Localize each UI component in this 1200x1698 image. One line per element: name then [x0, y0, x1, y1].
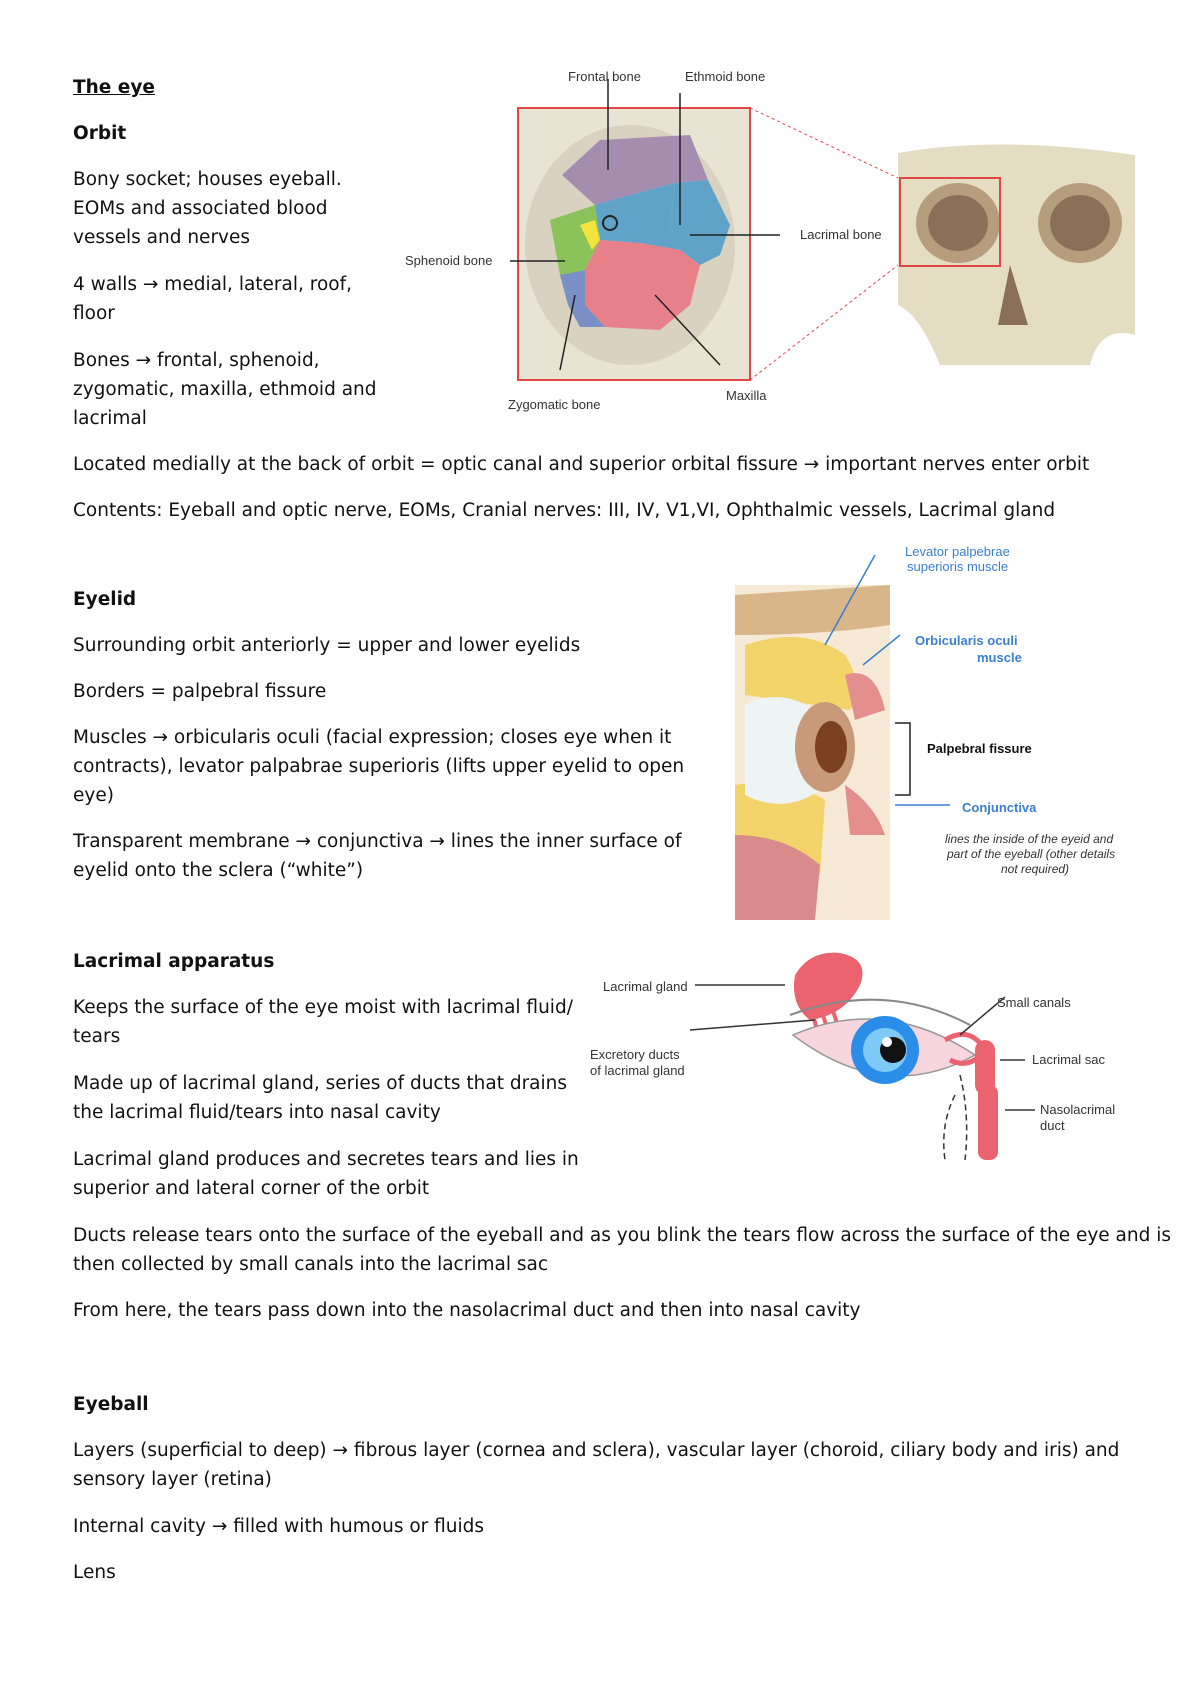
eyelid-muscles-line: contracts), levator palpabrae superioris (lifts upper eyelid to open: [73, 756, 685, 777]
lacrimal-text-line: tears: [73, 1026, 121, 1047]
eyeball-text-line: sensory layer (retina): [73, 1469, 272, 1490]
label-sphenoid-bone: Sphenoid bone: [405, 253, 493, 268]
eyelid-membrane-line: eyelid onto the sclera (“white”): [73, 860, 364, 881]
orbit-text-line: Bony socket; houses eyeball.: [73, 169, 342, 190]
orbit-walls-line: 4 walls → medial, lateral, roof,: [73, 274, 353, 295]
label-levator-line2: superioris muscle: [907, 559, 1009, 574]
eyelid-membrane-line: Transparent membrane → conjunctiva → lines the inner surface of: [73, 831, 682, 852]
eyelid-muscles-line: eye): [73, 785, 114, 806]
lacrimal-figure: [585, 945, 1140, 1165]
lacrimal-text-line: Lacrimal gland produces and secretes tears and lies in: [73, 1149, 579, 1170]
orbit-heading: Orbit: [73, 123, 127, 144]
orbit-text-line: vessels and nerves: [73, 227, 251, 248]
eyelid-text: Borders = palpebral fissure: [73, 681, 327, 702]
label-nasolacrimal-line2: duct: [1040, 1118, 1065, 1133]
eyeball-heading: Eyeball: [73, 1394, 149, 1415]
orbit-bones-figure: [400, 65, 1135, 420]
lacrimal-text-line: superior and lateral corner of the orbit: [73, 1178, 430, 1199]
orbit-bones-line: Bones → frontal, sphenoid,: [73, 350, 320, 371]
label-excretory-ducts-line1: Excretory ducts: [590, 1047, 680, 1062]
lacrimal-heading: Lacrimal apparatus: [73, 951, 275, 972]
label-conjunctiva: Conjunctiva: [962, 800, 1037, 815]
label-orbicularis-line2: muscle: [977, 650, 1022, 665]
eyeball-text-line: Layers (superficial to deep) → fibrous layer (cornea and sclera), vascular layer (choroid, ciliary body and iris) and: [73, 1440, 1120, 1461]
eyelid-figure: [725, 535, 1155, 925]
page-title: The eye: [73, 77, 155, 98]
orbit-bones-line: lacrimal: [73, 408, 147, 429]
label-frontal-bone: Frontal bone: [568, 69, 641, 84]
orbit-bones-line: zygomatic, maxilla, ethmoid and: [73, 379, 377, 400]
orbit-walls-line: floor: [73, 303, 115, 324]
label-ethmoid-bone: Ethmoid bone: [685, 69, 766, 84]
label-lacrimal-bone: Lacrimal bone: [800, 227, 882, 242]
lacrimal-text-line: Ducts release tears onto the surface of the eyeball and as you blink the tears flow across the surface of the eye and is: [73, 1225, 1172, 1246]
label-excretory-ducts-line2: of lacrimal gland: [590, 1063, 685, 1078]
nasolacrimal-duct-shape: [978, 1085, 998, 1160]
conjunctiva-note-line: lines the inside of the eyeid and: [945, 832, 1114, 846]
eyelid-muscles-line: Muscles → orbicularis oculi (facial expression; closes eye when it: [73, 727, 672, 748]
orbit-location-text: Located medially at the back of orbit = optic canal and superior orbital fissure → important nerves enter orbit: [73, 454, 1090, 475]
eyelid-heading: Eyelid: [73, 589, 137, 610]
lacrimal-text-line: From here, the tears pass down into the nasolacrimal duct and then into nasal cavity: [73, 1300, 861, 1321]
orbit-text-line: EOMs and associated blood: [73, 198, 328, 219]
conjunctiva-note-line: not required): [1001, 862, 1070, 876]
label-nasolacrimal-line1: Nasolacrimal: [1040, 1102, 1116, 1117]
orbit-contents-text: Contents: Eyeball and optic nerve, EOMs, Cranial nerves: III, IV, V1,VI, Ophthalmic vessels, Lacrimal gland: [73, 500, 1056, 521]
label-zygomatic-bone: Zygomatic bone: [508, 397, 601, 412]
lacrimal-text-line: Keeps the surface of the eye moist with lacrimal fluid/: [73, 997, 573, 1018]
eyeball-text-line: Internal cavity → filled with humous or fluids: [73, 1516, 485, 1537]
eyeball-text-line: Lens: [73, 1562, 116, 1583]
conjunctiva-note-line: part of the eyeball (other details: [947, 847, 1116, 861]
lacrimal-text-line: the lacrimal fluid/tears into nasal cavity: [73, 1102, 441, 1123]
lacrimal-text-line: Made up of lacrimal gland, series of ducts that drains: [73, 1073, 568, 1094]
label-small-canals: Small canals: [997, 995, 1071, 1010]
skull-image: [898, 144, 1135, 365]
label-orbicularis-line1: Orbicularis oculi: [915, 633, 1018, 648]
label-levator-line1: Levator palpebrae: [905, 544, 1010, 559]
label-lacrimal-sac: Lacrimal sac: [1032, 1052, 1105, 1067]
label-maxilla: Maxilla: [726, 388, 767, 403]
label-lacrimal-gland: Lacrimal gland: [603, 979, 688, 994]
lacrimal-text-line: then collected by small canals into the lacrimal sac: [73, 1254, 548, 1275]
eyelid-text: Surrounding orbit anteriorly = upper and lower eyelids: [73, 635, 581, 656]
label-palpebral-fissure: Palpebral fissure: [927, 741, 1032, 756]
